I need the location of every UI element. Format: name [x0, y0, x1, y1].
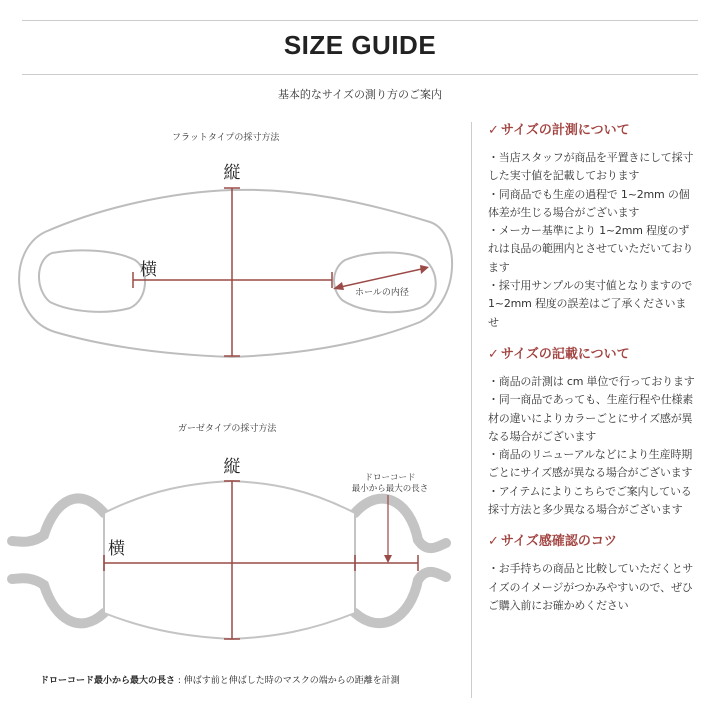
gauze-diagram-caption: ガーゼタイプの採寸方法	[178, 424, 277, 434]
gauze-drawcord-label-line2: 最小から最大の長さ	[351, 484, 429, 494]
footnote-text: : 伸ばす前と伸ばした時のマスクの端からの距離を計測	[175, 676, 400, 686]
list-item: ・商品のリニューアルなどにより生産時期ごとにサイズ感が異なる場合がございます	[488, 448, 693, 480]
gauze-drawcord-leader-arrowhead	[384, 555, 392, 563]
gauze-vertical-label: 縦	[223, 457, 241, 477]
flat-vertical-label: 縦	[223, 163, 241, 183]
flat-diagram-caption: フラットタイプの採寸方法	[172, 133, 280, 143]
flat-mask-diagram	[0, 150, 460, 370]
list-item: ・採寸用サンプルの実寸値となりますので 1~2mm 程度の誤差はご了承くださいませ	[488, 279, 693, 329]
section-measurement	[488, 122, 696, 332]
list-item: ・商品の計測は cm 単位で行っております	[488, 374, 695, 388]
footnote-bold-text: ドローコード最小から最大の長さ	[40, 676, 176, 686]
section-heading	[488, 346, 696, 364]
gauze-right-ear-loop	[355, 499, 446, 624]
section-tips	[488, 533, 696, 615]
notes-column	[488, 122, 696, 629]
gauze-horizontal-label: 横	[108, 539, 125, 559]
list-item: ・メーカー基準により 1~2mm 程度のずれは良品の範囲内とさせていただいております	[488, 224, 694, 274]
flat-horizontal-label: 横	[140, 260, 157, 280]
top-rule	[22, 20, 698, 21]
list-item: ・アイテムによりこちらでご案内している採寸方法と多少異なる場合がございます	[488, 484, 692, 517]
check-icon: ✓	[488, 534, 499, 550]
flat-left-ear-hole	[39, 250, 145, 311]
flat-right-ear-hole	[334, 253, 436, 313]
title-rule	[22, 74, 698, 75]
flat-hole-label: ホールの内径	[355, 288, 409, 298]
check-icon: ✓	[488, 346, 499, 362]
column-divider	[471, 122, 472, 698]
gauze-drawcord-label-line1: ドローコード	[364, 473, 416, 483]
drawcord-footnote	[40, 673, 400, 686]
section-notation	[488, 346, 696, 519]
page-title: SIZE GUIDE	[283, 30, 437, 60]
check-icon: ✓	[488, 123, 499, 138]
gauze-mask-body	[104, 481, 355, 639]
gauze-mask-diagram	[0, 445, 470, 665]
list-item: ・同商品でも生産の過程で 1~2mm の個体差が生じる場合がございます	[488, 187, 690, 219]
list-item: ・同一商品であっても、生産行程や仕様素材の違いによりカラーごとにサイズ感が異なる場合がございます	[488, 393, 694, 443]
page-subtitle: 基本的なサイズの測り方のご案内	[277, 88, 443, 101]
list-item: ・当店スタッフが商品を平置きにして採寸した実寸値を記載しております	[488, 151, 694, 183]
section-heading	[488, 122, 696, 140]
section-heading-text: サイズの記載について	[500, 346, 630, 362]
section-heading	[488, 533, 696, 551]
section-heading-text: サイズ感確認のコツ	[500, 534, 617, 550]
gauze-left-ear-loop	[12, 498, 104, 623]
section-heading-text: サイズの計測について	[500, 123, 630, 138]
list-item: ・お手持ちの商品と比較していただくとサイズのイメージがつかみやすいので、ぜひご購入前にお確かめください	[488, 562, 694, 612]
